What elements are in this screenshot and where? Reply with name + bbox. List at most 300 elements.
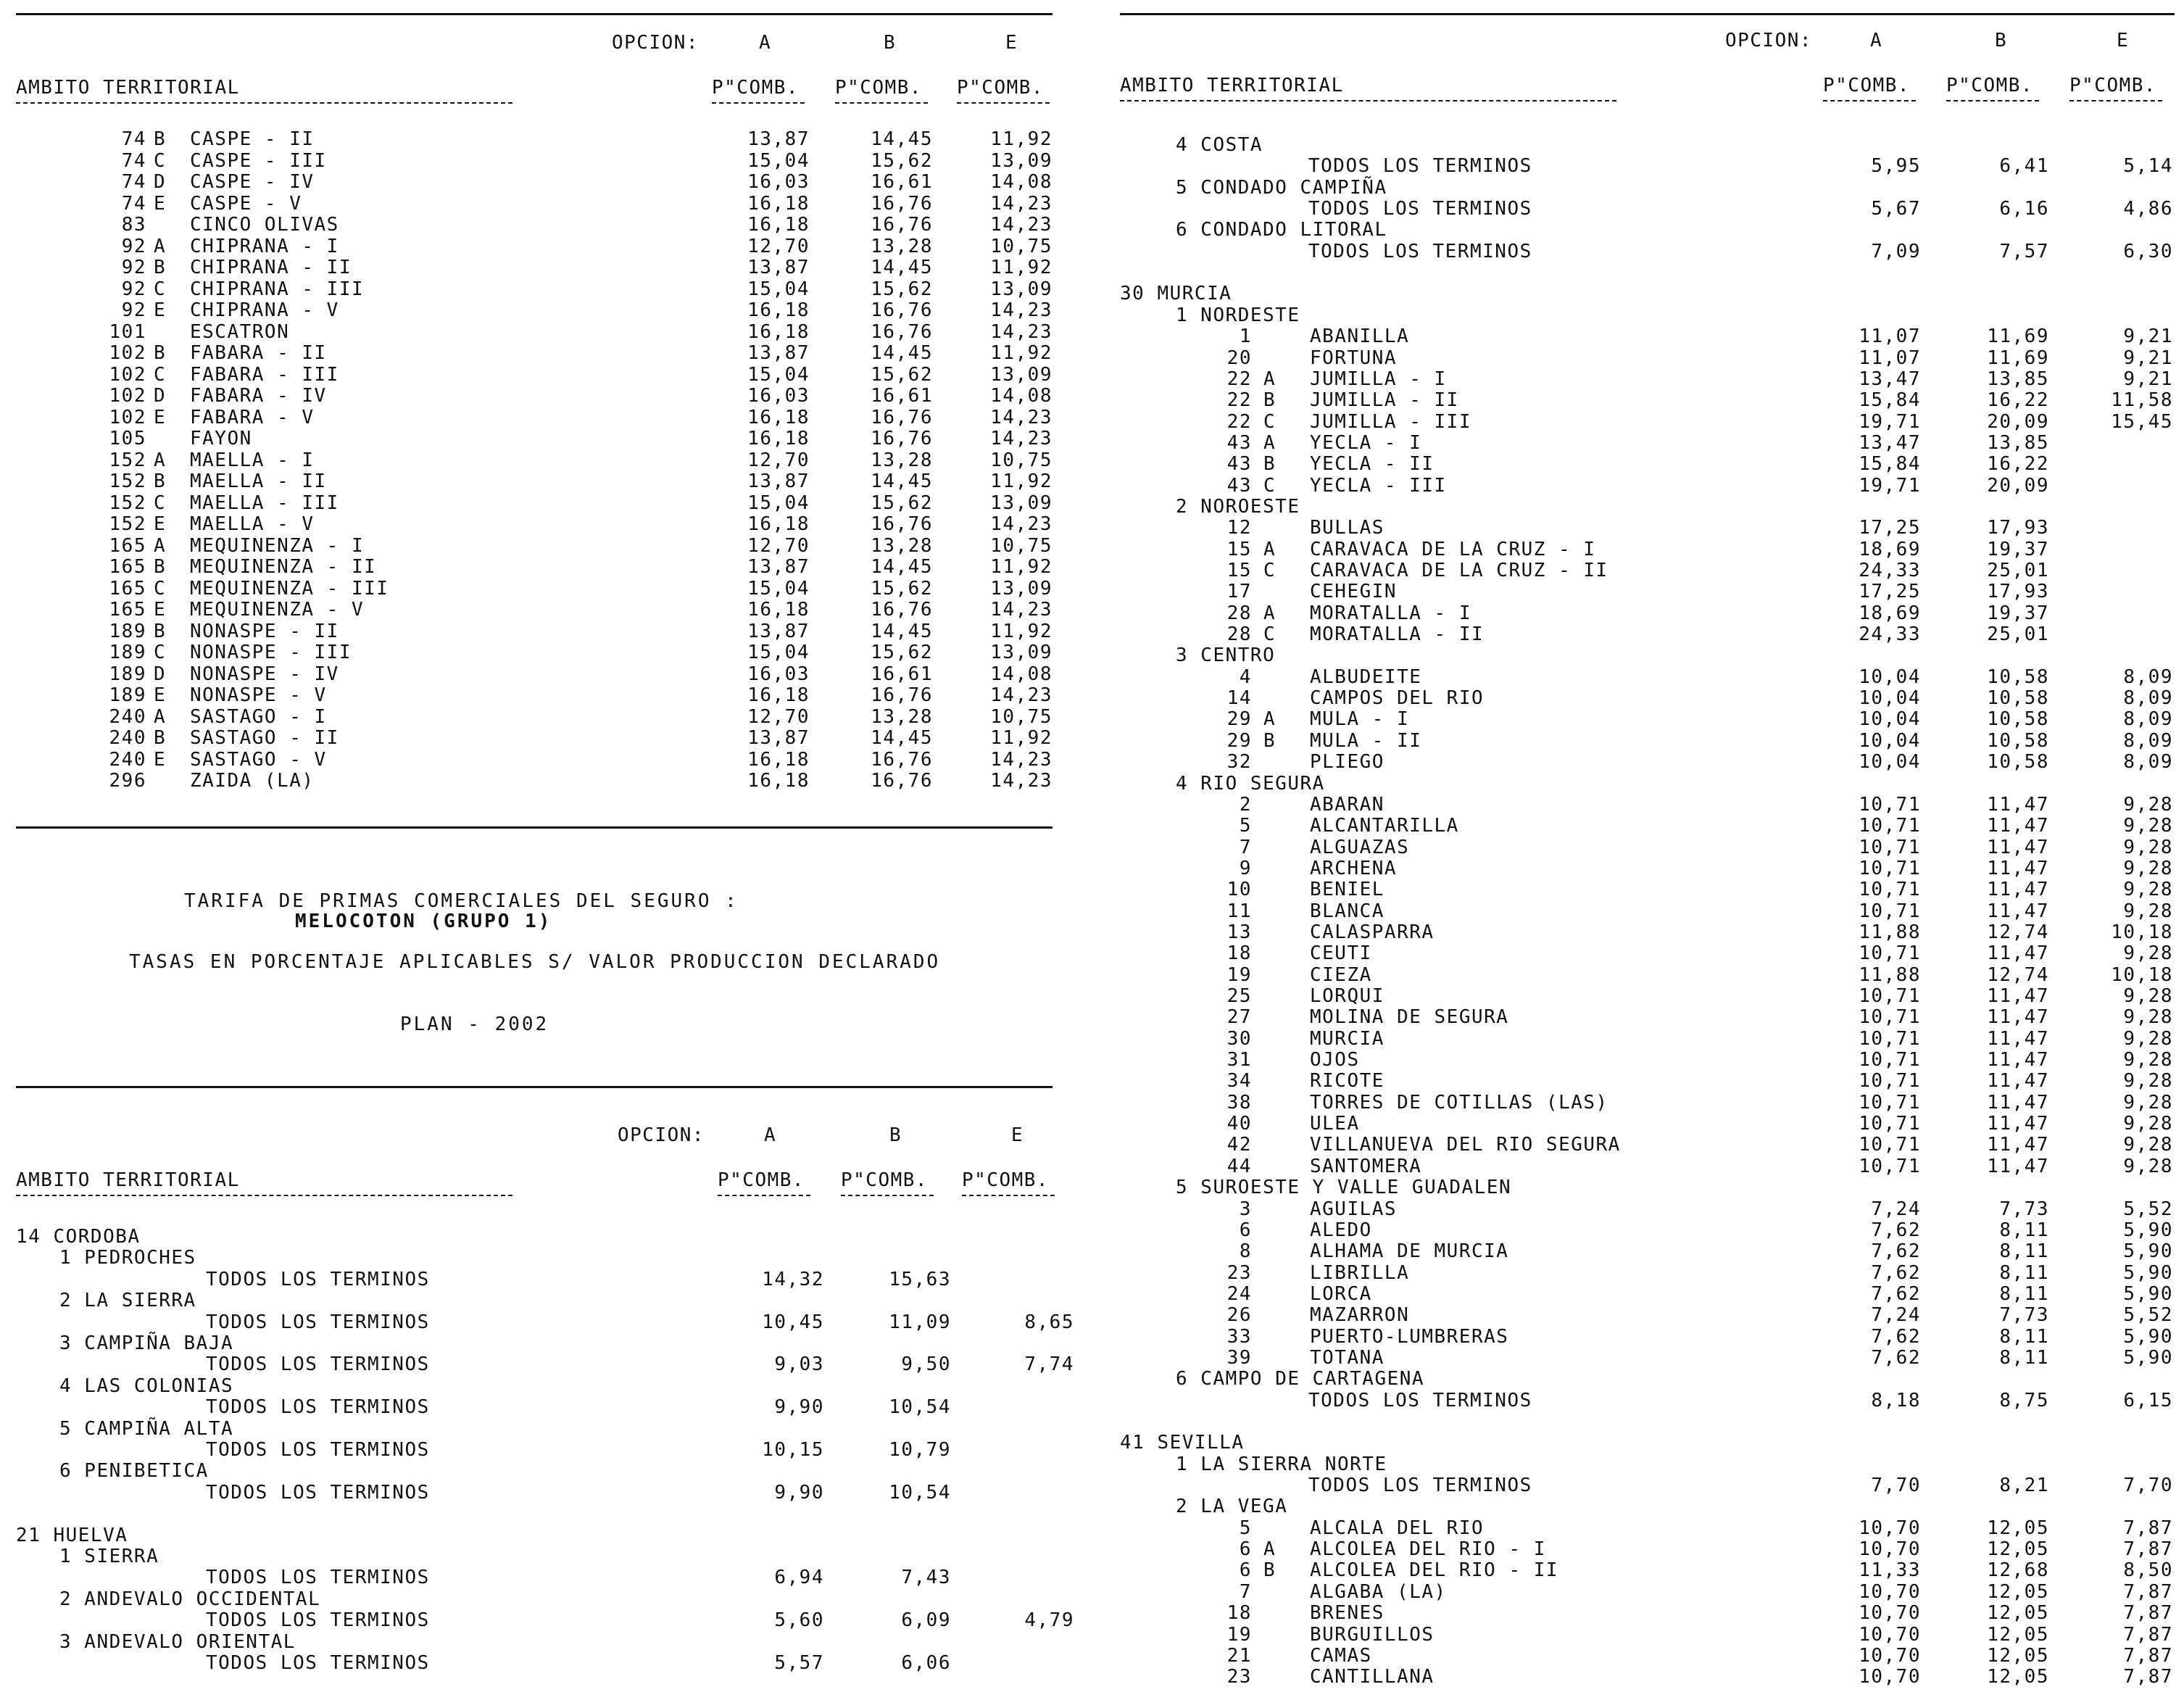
municipality-code: 165 — [109, 577, 146, 600]
municipality-code: 189 — [109, 684, 146, 706]
municipality-name: MORATALLA - II — [1310, 623, 1485, 646]
premium-a: 15,04 — [747, 149, 810, 172]
premium-a: 7,70 — [1871, 1475, 1921, 1497]
premium-b: 11,47 — [1987, 1134, 2049, 1156]
option-b: B — [889, 1124, 902, 1146]
municipality-name: ALGABA (LA) — [1310, 1580, 1447, 1603]
premium-e: 13,09 — [990, 149, 1052, 172]
premium-e: 7,87 — [2123, 1538, 2173, 1561]
premium-a: 15,04 — [747, 642, 810, 663]
premium-a: 17,25 — [1859, 581, 1921, 603]
premium-a: 10,70 — [1859, 1666, 1921, 1688]
premium-a: 16,03 — [747, 385, 810, 407]
col-underline-b — [841, 1195, 934, 1196]
municipality-name: CHIPRANA - III — [190, 278, 365, 300]
title-line-1: TARIFA DE PRIMAS COMERCIALES DEL SEGURO : — [184, 890, 739, 912]
premium-a: 11,88 — [1859, 963, 1921, 986]
comarca-heading: 5 CAMPIÑA ALTA — [59, 1417, 234, 1440]
municipality-code: 9 — [1239, 857, 1252, 879]
municipality-name: FABARA - V — [190, 406, 315, 428]
premium-a: 10,70 — [1859, 1580, 1921, 1603]
premium-b: 16,76 — [871, 320, 933, 343]
col-label-e: P"COMB. — [2069, 75, 2157, 96]
premium-a: 9,90 — [774, 1396, 824, 1419]
col-underline-a — [712, 102, 805, 104]
municipality-code: 2 — [1239, 793, 1252, 816]
premium-b: 11,47 — [1987, 857, 2049, 879]
municipality-subzone: E — [154, 599, 167, 621]
col-label-a: P"COMB. — [712, 77, 800, 99]
municipality-name: PUERTO-LUMBRERAS — [1310, 1325, 1509, 1348]
premium-b: 10,58 — [1987, 708, 2049, 731]
municipality-code: 12 — [1226, 517, 1252, 539]
premium-e: 7,87 — [2123, 1580, 2173, 1603]
premium-e: 10,75 — [990, 235, 1052, 257]
municipality-subzone: C — [154, 492, 167, 514]
premium-e: 7,87 — [2123, 1517, 2173, 1539]
municipality-subzone: B — [1263, 453, 1276, 476]
municipality-code: 24 — [1226, 1282, 1252, 1305]
municipality-code: 21 — [1226, 1644, 1252, 1667]
all-terms-label: TODOS LOS TERMINOS — [206, 1268, 430, 1290]
premium-b: 13,85 — [1987, 368, 2049, 390]
premium-a: 15,04 — [747, 363, 810, 386]
premium-b: 15,62 — [871, 642, 933, 663]
premium-e: 8,50 — [2123, 1559, 2173, 1582]
premium-a: 10,70 — [1859, 1517, 1921, 1539]
premium-a: 13,47 — [1859, 368, 1921, 390]
premium-b: 10,58 — [1987, 751, 2049, 774]
col-label-e: P"COMB. — [962, 1169, 1050, 1191]
municipality-code: 189 — [109, 620, 146, 642]
premium-b: 8,11 — [1999, 1261, 2049, 1284]
scope-underline — [16, 1195, 512, 1196]
province-heading: 14 CORDOBA — [16, 1226, 141, 1248]
municipality-code: 74 — [121, 171, 146, 193]
col-label-b: P"COMB. — [835, 77, 923, 99]
municipality-name: NONASPE - II — [190, 620, 339, 642]
premium-e: 11,92 — [990, 727, 1052, 749]
comarca-heading: 6 PENIBETICA — [59, 1460, 209, 1483]
municipality-code: 27 — [1226, 1006, 1252, 1029]
premium-a: 10,71 — [1859, 900, 1921, 922]
premium-a: 10,71 — [1859, 815, 1921, 837]
municipality-code: 39 — [1226, 1346, 1252, 1369]
municipality-code: 102 — [109, 385, 146, 407]
municipality-code: 165 — [109, 534, 146, 557]
municipality-code: 26 — [1226, 1304, 1252, 1327]
premium-e: 9,28 — [2123, 836, 2173, 858]
province-heading: 21 HUELVA — [16, 1524, 128, 1546]
col-underline-b — [1946, 100, 2039, 101]
municipality-subzone: D — [154, 385, 167, 407]
premium-e: 5,52 — [2123, 1304, 2173, 1327]
option-a: A — [1870, 30, 1883, 51]
premium-a: 7,62 — [1871, 1282, 1921, 1305]
municipality-code: 18 — [1226, 1602, 1252, 1625]
premium-b: 16,76 — [871, 748, 933, 771]
comarca-heading: 5 CONDADO CAMPIÑA — [1176, 176, 1387, 199]
municipality-code: 240 — [109, 705, 146, 728]
premium-e: 9,28 — [2123, 985, 2173, 1007]
municipality-name: LIBRILLA — [1310, 1261, 1410, 1284]
premium-b: 8,75 — [1999, 1389, 2049, 1411]
premium-b: 20,09 — [1987, 474, 2049, 497]
premium-e: 13,09 — [990, 363, 1052, 386]
premium-b: 8,11 — [1999, 1325, 2049, 1348]
premium-e: 14,23 — [990, 406, 1052, 428]
municipality-name: CARAVACA DE LA CRUZ - II — [1310, 560, 1608, 581]
option-label: OPCION: — [1725, 30, 1813, 51]
premium-e: 9,28 — [2123, 815, 2173, 837]
premium-e: 5,90 — [2123, 1325, 2173, 1348]
premium-e: 5,52 — [2123, 1198, 2173, 1220]
comarca-heading: 6 CAMPO DE CARTAGENA — [1176, 1368, 1425, 1390]
premium-b: 11,69 — [1987, 347, 2049, 369]
premium-a: 13,87 — [747, 620, 810, 642]
municipality-name: TORRES DE COTILLAS (LAS) — [1310, 1091, 1608, 1114]
option-a: A — [764, 1124, 777, 1146]
option-label: OPCION: — [612, 32, 699, 54]
premium-e: 8,09 — [2123, 751, 2173, 774]
premium-e: 13,09 — [990, 492, 1052, 514]
premium-a: 5,67 — [1871, 198, 1921, 220]
municipality-subzone: B — [154, 620, 167, 642]
premium-b: 7,43 — [901, 1567, 951, 1589]
premium-e: 11,58 — [2111, 389, 2173, 412]
scope-underline — [16, 102, 512, 104]
col-underline-b — [835, 102, 928, 104]
municipality-subzone: B — [1263, 389, 1276, 412]
premium-e: 5,14 — [2123, 155, 2173, 178]
premium-e: 14,23 — [990, 428, 1052, 449]
municipality-code: 7 — [1239, 836, 1252, 858]
municipality-name: ALCALA DEL RIO — [1310, 1517, 1485, 1539]
municipality-code: 34 — [1226, 1070, 1252, 1092]
municipality-name: CARAVACA DE LA CRUZ - I — [1310, 538, 1596, 560]
premium-a: 16,18 — [747, 513, 810, 535]
premium-a: 10,70 — [1859, 1602, 1921, 1625]
municipality-name: NONASPE - III — [190, 642, 352, 663]
premium-e: 5,90 — [2123, 1219, 2173, 1241]
municipality-code: 22 — [1226, 410, 1252, 433]
municipality-code: 92 — [121, 278, 146, 300]
premium-a: 15,04 — [747, 492, 810, 514]
municipality-subzone: A — [1263, 368, 1276, 390]
premium-a: 13,87 — [747, 128, 810, 150]
premium-b: 16,76 — [871, 684, 933, 706]
scope-label: AMBITO TERRITORIAL — [16, 1169, 240, 1191]
comarca-heading: 2 LA SIERRA — [59, 1290, 196, 1312]
municipality-code: 29 — [1226, 708, 1252, 731]
municipality-code: 6 — [1239, 1219, 1252, 1241]
municipality-subzone: A — [1263, 1538, 1276, 1561]
premium-e: 9,28 — [2123, 1027, 2173, 1050]
col-underline-e — [957, 102, 1050, 104]
premium-a: 15,04 — [747, 278, 810, 300]
all-terms-label: TODOS LOS TERMINOS — [206, 1481, 430, 1504]
premium-b: 12,05 — [1987, 1580, 2049, 1603]
premium-a: 7,09 — [1871, 240, 1921, 262]
premium-e: 10,18 — [2111, 963, 2173, 986]
municipality-code: 18 — [1226, 942, 1252, 965]
municipality-code: 30 — [1226, 1027, 1252, 1050]
municipality-subzone: E — [154, 513, 167, 535]
col-label-b: P"COMB. — [1946, 75, 2034, 96]
municipality-name: YECLA - III — [1310, 474, 1447, 497]
premium-b: 6,16 — [1999, 198, 2049, 220]
premium-a: 6,94 — [774, 1567, 824, 1589]
municipality-subzone: B — [154, 470, 167, 492]
premium-a: 7,62 — [1871, 1261, 1921, 1284]
municipality-code: 1 — [1239, 326, 1252, 348]
municipality-subzone: C — [154, 642, 167, 663]
municipality-code: 40 — [1226, 1113, 1252, 1135]
municipality-name: MAELLA - II — [190, 470, 327, 492]
premium-a: 7,62 — [1871, 1240, 1921, 1263]
premium-b: 16,61 — [871, 385, 933, 407]
premium-e: 14,23 — [990, 214, 1052, 236]
premium-a: 16,18 — [747, 770, 810, 792]
premium-e: 9,28 — [2123, 1070, 2173, 1092]
municipality-code: 14 — [1226, 687, 1252, 710]
premium-e: 9,28 — [2123, 942, 2173, 965]
municipality-subzone: B — [154, 257, 167, 278]
premium-b: 14,45 — [871, 257, 933, 278]
all-terms-label: TODOS LOS TERMINOS — [206, 1652, 430, 1674]
premium-b: 16,22 — [1987, 453, 2049, 476]
premium-a: 9,90 — [774, 1481, 824, 1504]
premium-a: 7,24 — [1871, 1198, 1921, 1220]
municipality-name: NONASPE - IV — [190, 663, 339, 685]
municipality-subzone: A — [154, 534, 167, 557]
premium-b: 8,11 — [1999, 1240, 2049, 1263]
premium-b: 14,45 — [871, 470, 933, 492]
premium-a: 10,04 — [1859, 708, 1921, 731]
municipality-name: MULA - II — [1310, 729, 1422, 752]
premium-e: 7,87 — [2123, 1602, 2173, 1625]
premium-e: 11,92 — [990, 128, 1052, 150]
premium-a: 10,71 — [1859, 942, 1921, 965]
premium-a: 13,87 — [747, 257, 810, 278]
premium-a: 11,33 — [1859, 1559, 1921, 1582]
municipality-code: 32 — [1226, 751, 1252, 774]
premium-e: 14,23 — [990, 684, 1052, 706]
premium-a: 10,71 — [1859, 1134, 1921, 1156]
col-label-e: P"COMB. — [957, 77, 1045, 99]
premium-e: 13,09 — [990, 642, 1052, 663]
premium-b: 13,85 — [1987, 431, 2049, 454]
premium-b: 12,05 — [1987, 1602, 2049, 1625]
municipality-code: 102 — [109, 363, 146, 386]
all-terms-label: TODOS LOS TERMINOS — [206, 1311, 430, 1333]
premium-a: 13,87 — [747, 342, 810, 364]
premium-b: 25,01 — [1987, 560, 2049, 581]
municipality-code: 38 — [1226, 1091, 1252, 1114]
premium-b: 7,73 — [1999, 1198, 2049, 1220]
premium-e: 5,90 — [2123, 1282, 2173, 1305]
premium-e: 9,28 — [2123, 1155, 2173, 1177]
premium-e: 10,75 — [990, 705, 1052, 728]
premium-b: 12,05 — [1987, 1644, 2049, 1667]
premium-b: 15,62 — [871, 363, 933, 386]
municipality-name: CAMAS — [1310, 1644, 1372, 1667]
premium-a: 16,03 — [747, 663, 810, 685]
premium-e: 4,86 — [2123, 198, 2173, 220]
premium-e: 7,70 — [2123, 1475, 2173, 1497]
premium-e: 13,09 — [990, 577, 1052, 600]
title-line-4: PLAN - 2002 — [400, 1013, 549, 1035]
premium-b: 11,47 — [1987, 836, 2049, 858]
premium-a: 24,33 — [1859, 623, 1921, 646]
premium-b: 12,05 — [1987, 1517, 2049, 1539]
premium-b: 16,76 — [871, 214, 933, 236]
premium-b: 15,63 — [889, 1268, 951, 1290]
premium-a: 5,57 — [774, 1652, 824, 1674]
all-terms-label: TODOS LOS TERMINOS — [206, 1353, 430, 1376]
municipality-code: 19 — [1226, 963, 1252, 986]
municipality-name: CAMPOS DEL RIO — [1310, 687, 1485, 710]
premium-e: 11,92 — [990, 620, 1052, 642]
municipality-name: ABARAN — [1310, 793, 1384, 816]
municipality-code: 43 — [1226, 453, 1252, 476]
municipality-name: PLIEGO — [1310, 751, 1384, 774]
municipality-name: ALEDO — [1310, 1219, 1372, 1241]
municipality-name: SASTAGO - II — [190, 727, 339, 749]
municipality-code: 44 — [1226, 1155, 1252, 1177]
premium-e: 14,23 — [990, 770, 1052, 792]
premium-b: 13,28 — [871, 534, 933, 557]
premium-a: 10,71 — [1859, 1155, 1921, 1177]
premium-b: 16,76 — [871, 299, 933, 321]
municipality-name: CHIPRANA - V — [190, 299, 339, 321]
municipality-code: 3 — [1239, 1198, 1252, 1220]
premium-a: 10,71 — [1859, 1070, 1921, 1092]
municipality-subzone: A — [154, 705, 167, 728]
premium-a: 12,70 — [747, 534, 810, 557]
premium-a: 19,71 — [1859, 410, 1921, 433]
municipality-name: ALCANTARILLA — [1310, 815, 1459, 837]
municipality-name: ARCHENA — [1310, 857, 1398, 879]
municipality-subzone: D — [154, 663, 167, 685]
municipality-name: CASPE - V — [190, 192, 302, 215]
premium-a: 10,70 — [1859, 1623, 1921, 1646]
municipality-code: 43 — [1226, 474, 1252, 497]
premium-a: 10,71 — [1859, 1006, 1921, 1029]
municipality-code: 5 — [1239, 815, 1252, 837]
premium-a: 12,70 — [747, 235, 810, 257]
premium-e: 15,45 — [2111, 410, 2173, 433]
premium-b: 9,50 — [901, 1353, 951, 1376]
municipality-name: CHIPRANA - II — [190, 257, 352, 278]
municipality-subzone: B — [1263, 1559, 1276, 1582]
municipality-name: ABANILLA — [1310, 326, 1410, 348]
comarca-heading: 3 ANDEVALO ORIENTAL — [59, 1630, 296, 1653]
municipality-code: 74 — [121, 128, 146, 150]
municipality-code: 15 — [1226, 538, 1252, 560]
section-rule — [16, 826, 1052, 829]
premium-a: 10,04 — [1859, 751, 1921, 774]
municipality-name: YECLA - II — [1310, 453, 1434, 476]
premium-a: 10,71 — [1859, 1027, 1921, 1050]
premium-e: 9,21 — [2123, 326, 2173, 348]
municipality-name: AGUILAS — [1310, 1198, 1398, 1220]
municipality-subzone: C — [1263, 474, 1276, 497]
premium-b: 7,57 — [1999, 240, 2049, 262]
municipality-code: 25 — [1226, 985, 1252, 1007]
municipality-code: 19 — [1226, 1623, 1252, 1646]
premium-b: 12,74 — [1987, 921, 2049, 943]
municipality-code: 42 — [1226, 1134, 1252, 1156]
municipality-name: FORTUNA — [1310, 347, 1398, 369]
premium-e: 8,65 — [1024, 1311, 1074, 1333]
municipality-name: MEQUINENZA - III — [190, 577, 389, 600]
premium-a: 10,04 — [1859, 687, 1921, 710]
municipality-name: MEQUINENZA - V — [190, 599, 365, 621]
premium-a: 13,47 — [1859, 431, 1921, 454]
municipality-subzone: C — [154, 577, 167, 600]
premium-a: 10,15 — [762, 1439, 824, 1461]
premium-e: 5,90 — [2123, 1261, 2173, 1284]
premium-a: 16,18 — [747, 214, 810, 236]
premium-a: 17,25 — [1859, 517, 1921, 539]
premium-a: 13,87 — [747, 556, 810, 578]
all-terms-label: TODOS LOS TERMINOS — [206, 1567, 430, 1589]
premium-a: 16,18 — [747, 299, 810, 321]
premium-b: 11,09 — [889, 1311, 951, 1333]
all-terms-label: TODOS LOS TERMINOS — [206, 1396, 430, 1419]
municipality-subzone: C — [154, 149, 167, 172]
comarca-heading: 2 LA VEGA — [1176, 1496, 1288, 1518]
municipality-subzone: E — [154, 406, 167, 428]
premium-b: 11,47 — [1987, 985, 2049, 1007]
municipality-code: 152 — [109, 449, 146, 471]
premium-b: 12,05 — [1987, 1666, 2049, 1688]
premium-a: 5,95 — [1871, 155, 1921, 178]
municipality-name: BENIEL — [1310, 879, 1384, 901]
premium-a: 16,18 — [747, 428, 810, 449]
premium-e: 9,28 — [2123, 857, 2173, 879]
premium-b: 11,47 — [1987, 1113, 2049, 1135]
premium-e: 11,92 — [990, 556, 1052, 578]
province-heading: 41 SEVILLA — [1120, 1432, 1245, 1454]
premium-b: 16,76 — [871, 513, 933, 535]
municipality-code: 189 — [109, 642, 146, 663]
premium-e: 7,87 — [2123, 1644, 2173, 1667]
municipality-subzone: E — [154, 192, 167, 215]
municipality-code: 105 — [109, 428, 146, 449]
premium-a: 16,18 — [747, 406, 810, 428]
premium-a: 8,18 — [1871, 1389, 1921, 1411]
premium-e: 9,28 — [2123, 879, 2173, 901]
option-e: E — [2117, 30, 2130, 51]
municipality-subzone: C — [1263, 560, 1276, 581]
municipality-subzone: B — [154, 727, 167, 749]
municipality-name: CASPE - III — [190, 149, 327, 172]
municipality-code: 10 — [1226, 879, 1252, 901]
option-b: B — [884, 32, 897, 54]
premium-b: 11,69 — [1987, 326, 2049, 348]
municipality-name: ULEA — [1310, 1113, 1360, 1135]
premium-b: 13,28 — [871, 705, 933, 728]
premium-a: 16,18 — [747, 599, 810, 621]
comarca-heading: 6 CONDADO LITORAL — [1176, 219, 1387, 241]
municipality-code: 189 — [109, 663, 146, 685]
premium-b: 14,45 — [871, 727, 933, 749]
premium-b: 11,47 — [1987, 1006, 2049, 1029]
premium-e: 14,23 — [990, 599, 1052, 621]
premium-a: 10,45 — [762, 1311, 824, 1333]
